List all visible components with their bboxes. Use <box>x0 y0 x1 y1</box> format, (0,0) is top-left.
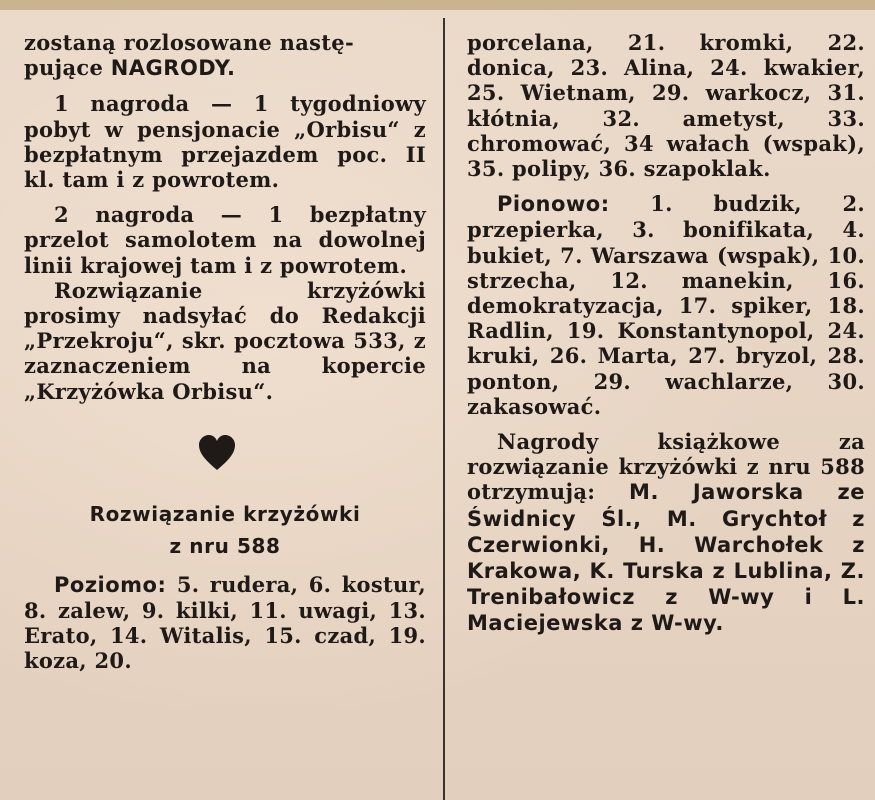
pionowo-text: 1. budzik, 2. przepierka, 3. bonifikata, 4. bukiet, 7. Warszawa (wspak), 10. strzecha, 12. manekin, 16. demokratyzacja, 17. spiker, 18. Radlin, 19. Konstantynopol, 24. kruki, 26. Marta, 27. bryzol, 28. ponton, 29. wachlarze, 30. zakasować. <box>467 191 865 419</box>
book-prizes-intro: Nagrody książkowe za rozwiązanie krzyżówki z nru 588 otrzymują: <box>467 429 865 505</box>
prize-2-paragraph: 2 nagroda — 1 bezpłatny przelot samolotem na dowolnej linii krajowej tam i z powrotem. <box>24 202 426 278</box>
solution-title-line-2: z nru 588 <box>169 533 281 558</box>
solution-title <box>24 498 426 562</box>
winners-list: M. Jaworska ze Świdnicy Śl., M. Grychtoł z Czerwionki, H. Warchołek z Krakowa, K. Turska z Lublina, Z. Trenibałowicz z W-wy i L. Maciejewska z W-wy. <box>467 480 865 636</box>
pionowo-paragraph <box>467 191 865 419</box>
intro-line-1: zostaną rozlosowane nastę- <box>24 30 354 55</box>
heart-icon <box>197 434 237 474</box>
intro-line-2: pujące <box>24 55 111 81</box>
prize-1-paragraph: 1 nagroda — 1 tygodniowy pobyt w pensjonacie „Orbisu“ z bezpłatnym przejazdem poc. II kl. tam i z powrotem. <box>24 91 426 193</box>
right-column <box>467 30 865 637</box>
poziomo-continued: porcelana, 21. kromki, 22. donica, 23. Alina, 24. kwakier, 25. Wietnam, 29. warkocz, 31. kłótnia, 32. ametyst, 33. chromować, 34 wałach (wspak), 35. polipy, 36. szapoklak. <box>467 30 865 182</box>
book-prizes-paragraph <box>467 429 865 637</box>
left-column <box>24 30 426 674</box>
top-band <box>0 0 875 10</box>
poziomo-paragraph <box>24 572 426 674</box>
submission-paragraph: Rozwiązanie krzyżówki prosimy nadsyłać do Redakcji „Przekroju“, skr. pocztowa 533, z zaznaczeniem na kopercie „Krzyżówka Orbisu“. <box>24 277 426 404</box>
column-divider <box>443 18 445 800</box>
intro-paragraph <box>24 30 426 81</box>
prizes-heading: NAGRODY. <box>110 56 236 81</box>
pionowo-label: Pionowo: <box>497 192 610 217</box>
poziomo-text: 5. rudera, 6. kostur, 8. zalew, 9. kilki, 11. uwagi, 13. Erato, 14. Witalis, 15. czad, 19. koza, 20. <box>24 571 426 674</box>
solution-title-line-1: Rozwiązanie krzyżówki <box>89 501 361 526</box>
poziomo-label: Poziomo: <box>54 572 167 597</box>
